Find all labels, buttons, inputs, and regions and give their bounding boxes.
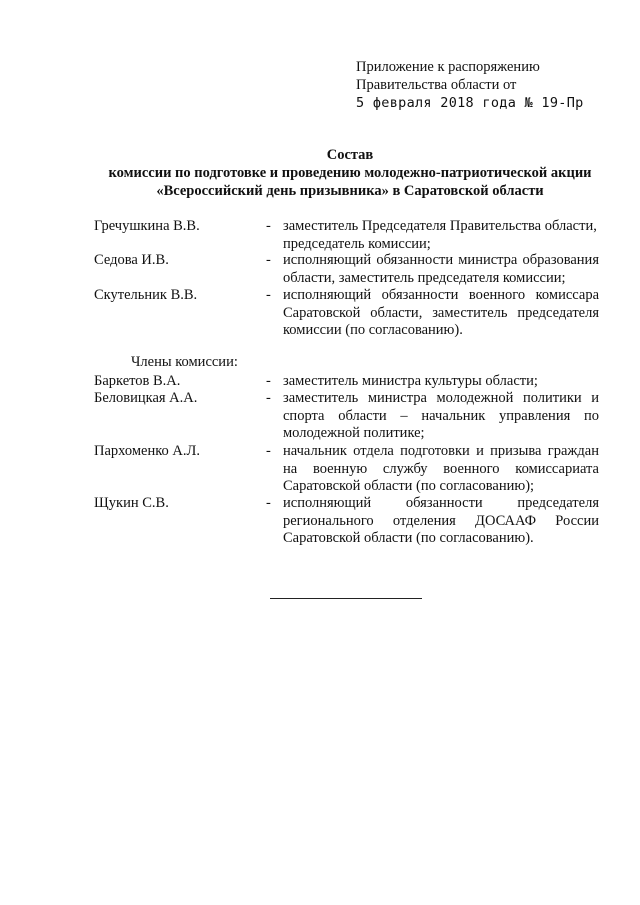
leader-name: Гречушкина В.В. (94, 218, 200, 234)
members-label: Члены комиссии: (131, 354, 238, 370)
member-role: исполняющий обязанности председателя регионального отделения ДОСААФ России Саратовской области (по согласованию). (283, 495, 599, 546)
member-dash: - (266, 390, 271, 406)
member-dash: - (266, 495, 271, 511)
member-dash: - (266, 443, 271, 459)
member-role: заместитель министра культуры области; (283, 373, 538, 389)
member-name: Баркетов В.А. (94, 373, 181, 389)
member-name: Пархоменко А.Л. (94, 443, 200, 459)
leader-role: исполняющий обязанности министра образования области, заместитель председателя комиссии; (283, 252, 599, 286)
leader-dash: - (266, 287, 271, 303)
member-dash: - (266, 373, 271, 389)
title-line-1: комиссии по подготовке и проведению молодежно-патриотической акции (108, 165, 592, 181)
appendix-line-2: Правительства области от (356, 77, 517, 93)
member-role: начальник отдела подготовки и призыва граждан на военную службу военного комиссариата Саратовской области (по согласованию); (283, 443, 599, 494)
appendix-header (356, 58, 584, 112)
leader-role: исполняющий обязанности военного комиссара Саратовской области, заместитель председателя комиссии (по согласованию). (283, 287, 599, 338)
leader-name: Скутельник В.В. (94, 287, 198, 303)
member-role: заместитель министра молодежной политики и спорта области – начальник управления по молодежной политике; (283, 390, 599, 441)
leader-name: Седова И.В. (94, 252, 169, 268)
leader-role: заместитель Председателя Правительства области, председатель комиссии; (283, 218, 597, 252)
title-line-2: «Всероссийский день призывника» в Саратовской области (156, 183, 544, 199)
member-name: Беловицкая А.А. (94, 390, 198, 406)
leader-dash: - (266, 252, 271, 268)
closing-rule (270, 598, 422, 599)
leader-dash: - (266, 218, 271, 234)
document-title (80, 146, 620, 200)
appendix-date-number: 5 февраля 2018 года № 19-Пр (356, 95, 584, 111)
appendix-line-1: Приложение к распоряжению (356, 59, 540, 75)
member-name: Щукин С.В. (94, 495, 169, 511)
title-heading: Состав (326, 147, 374, 163)
